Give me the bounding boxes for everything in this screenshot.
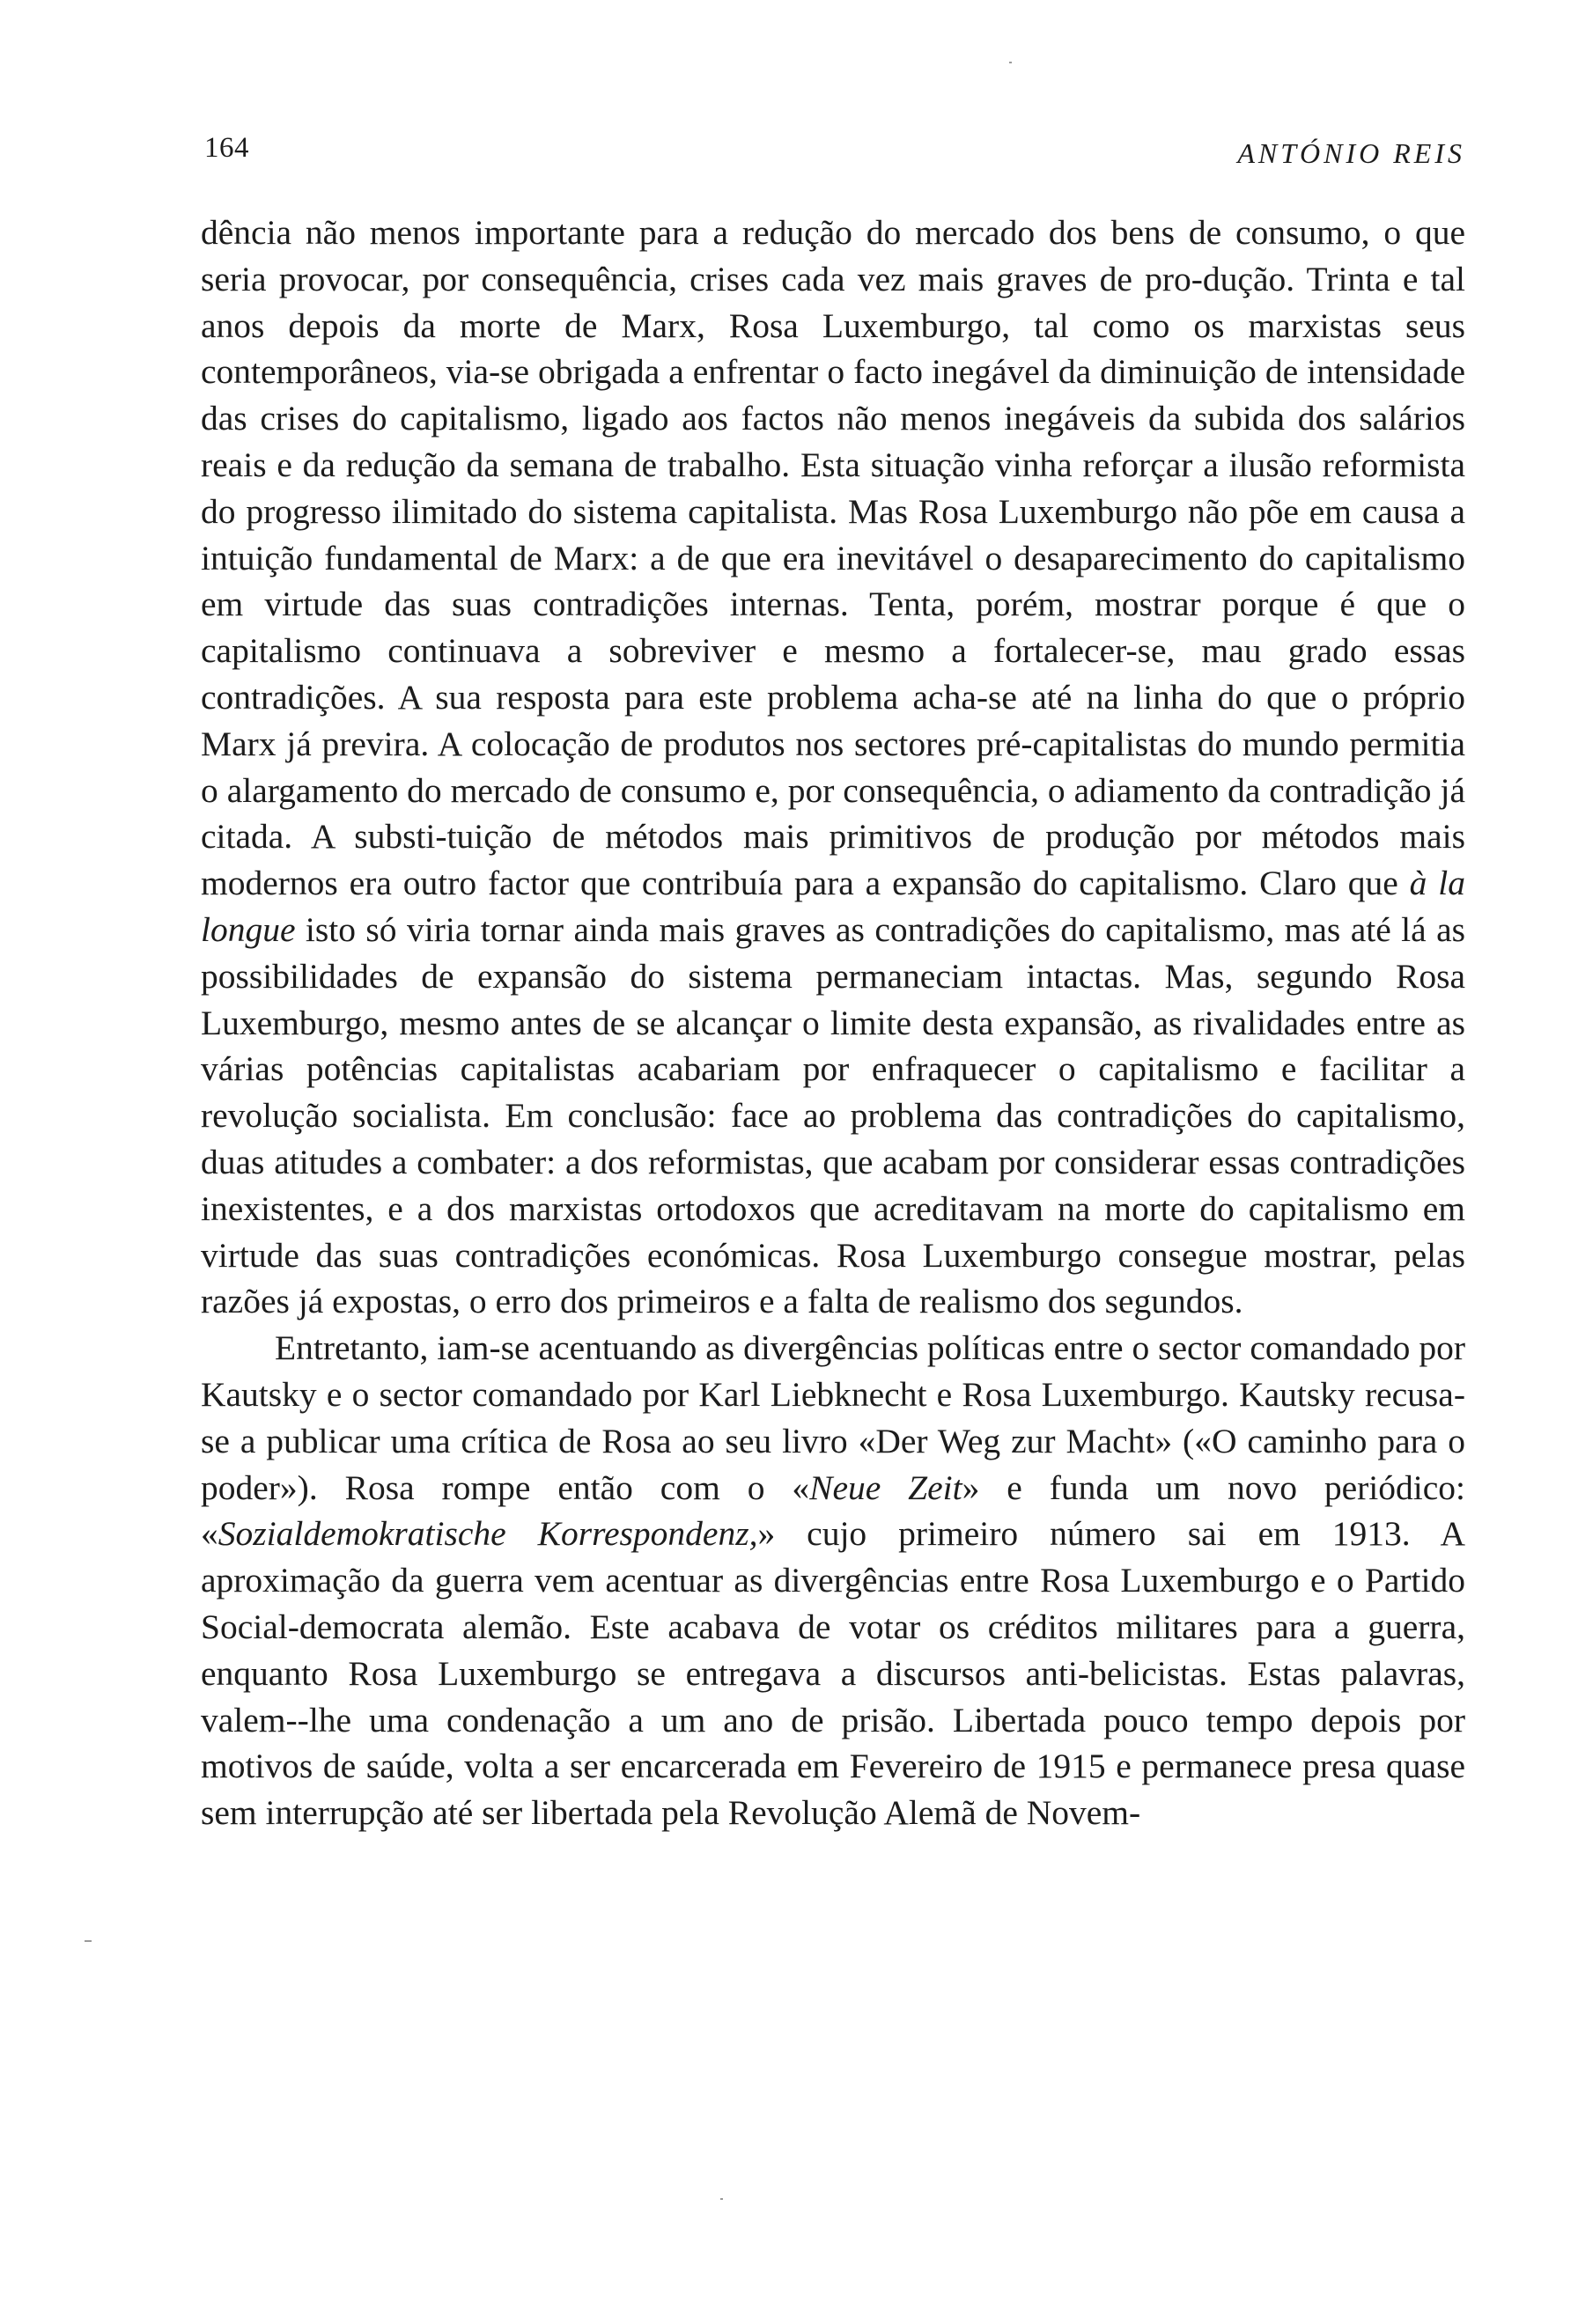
- italic-title: Sozialdemokratische Korrespondenz,: [218, 1514, 758, 1554]
- running-title: ANTÓNIO REIS: [1237, 137, 1465, 169]
- paragraph-text: dência não menos importante para a redução do mercado dos bens de consumo, o que seria provocar, por consequência, crises cada vez mais graves de pro-dução. Trinta e tal anos depois da morte de Marx, Rosa Luxemburgo, tal como os marxistas seus contemporâneos, via-se obrigada a enfrentar o facto inegável da diminuição de intensidade das crises do capitalismo, ligado aos factos não menos inegáveis da subida dos salários reais e da redução da semana de trabalho. Esta situação vinha reforçar a ilusão reformista do progresso ilimitado do sistema capitalista. Mas Rosa Luxemburgo não põe em causa a intuição fundamental de Marx: a de que era inevitável o desaparecimento do capitalismo em virtude das suas contradições internas. Tenta, porém, mostrar porque é que o capitalismo continuava a sobreviver e mesmo a fortalecer-se, mau grado essas contradições. A sua resposta para este problema acha-se até na linha do que o próprio Marx já previra. A colocação de produtos nos sectores pré-capitalistas do mundo permitia o alargamento do mercado de consumo e, por consequência, o adiamento da contradição já citada. A substi-tuição de métodos mais primitivos de produção por métodos mais modernos era outro factor que contribuía para a expansão do capitalismo. Claro que: [201, 213, 1465, 903]
- running-head: [204, 132, 1465, 176]
- italic-title: Neue Zeit: [809, 1467, 962, 1507]
- scan-speck: [1009, 62, 1012, 63]
- paragraph-text: » cujo primeiro número sai em 1913. A aproximação da guerra vem acentuar as divergências entre Rosa Luxemburgo e o Partido Social-democrata alemão. Este acabava de votar os créditos militares para a guerra, enquanto Rosa Luxemburgo se entregava a discursos anti-belicistas. Estas palavras, valem--lhe uma condenação a um ano de prisão. Libertada pouco tempo depois por motivos de saúde, volta a ser encarcerada em Fevereiro de 1915 e permanece presa quase sem interrupção até ser libertada pela Revolução Alemã de Novem-: [201, 1514, 1465, 1833]
- page-number: 164: [204, 132, 249, 164]
- scan-speck: [720, 2198, 723, 2200]
- paragraph: [201, 1325, 1465, 1836]
- paragraph: [201, 210, 1465, 1325]
- body-text: [201, 210, 1465, 1836]
- paragraph-text: » e funda um novo periódico: «: [201, 1467, 1465, 1554]
- scan-speck: [85, 1940, 92, 1942]
- italic-phrase: à la longue: [201, 864, 1465, 949]
- paragraph-text: isto só viria tornar ainda mais graves as contradições do capitalismo, mas até lá as possibilidades de expansão do sistema permaneciam intactas. Mas, segundo Rosa Luxemburgo, mesmo antes de se alcançar o limite desta expansão, as rivalidades entre as várias potências capitalistas acabariam por enfraquecer o capitalismo e facilitar a revolução socialista. Em conclusão: face ao problema das contradições do capitalismo, duas atitudes a combater: a dos reformistas, que acabam por considerar essas contradições inexistentes, e a dos marxistas ortodoxos que acreditavam na morte do capitalismo em virtude das suas contradições económicas. Rosa Luxemburgo consegue mostrar, pelas razões já expostas, o erro dos primeiros e a falta de realismo dos segundos.: [201, 909, 1465, 1321]
- paragraph-text: Entretanto, iam-se acentuando as divergências políticas entre o sector comandado por Kautsky e o sector comandado por Karl Liebknecht e Rosa Luxemburgo. Kautsky recusa-se a publicar uma crítica de Rosa ao seu livro «Der Weg zur Macht» («O caminho para o poder»). Rosa rompe então com o «: [201, 1328, 1465, 1507]
